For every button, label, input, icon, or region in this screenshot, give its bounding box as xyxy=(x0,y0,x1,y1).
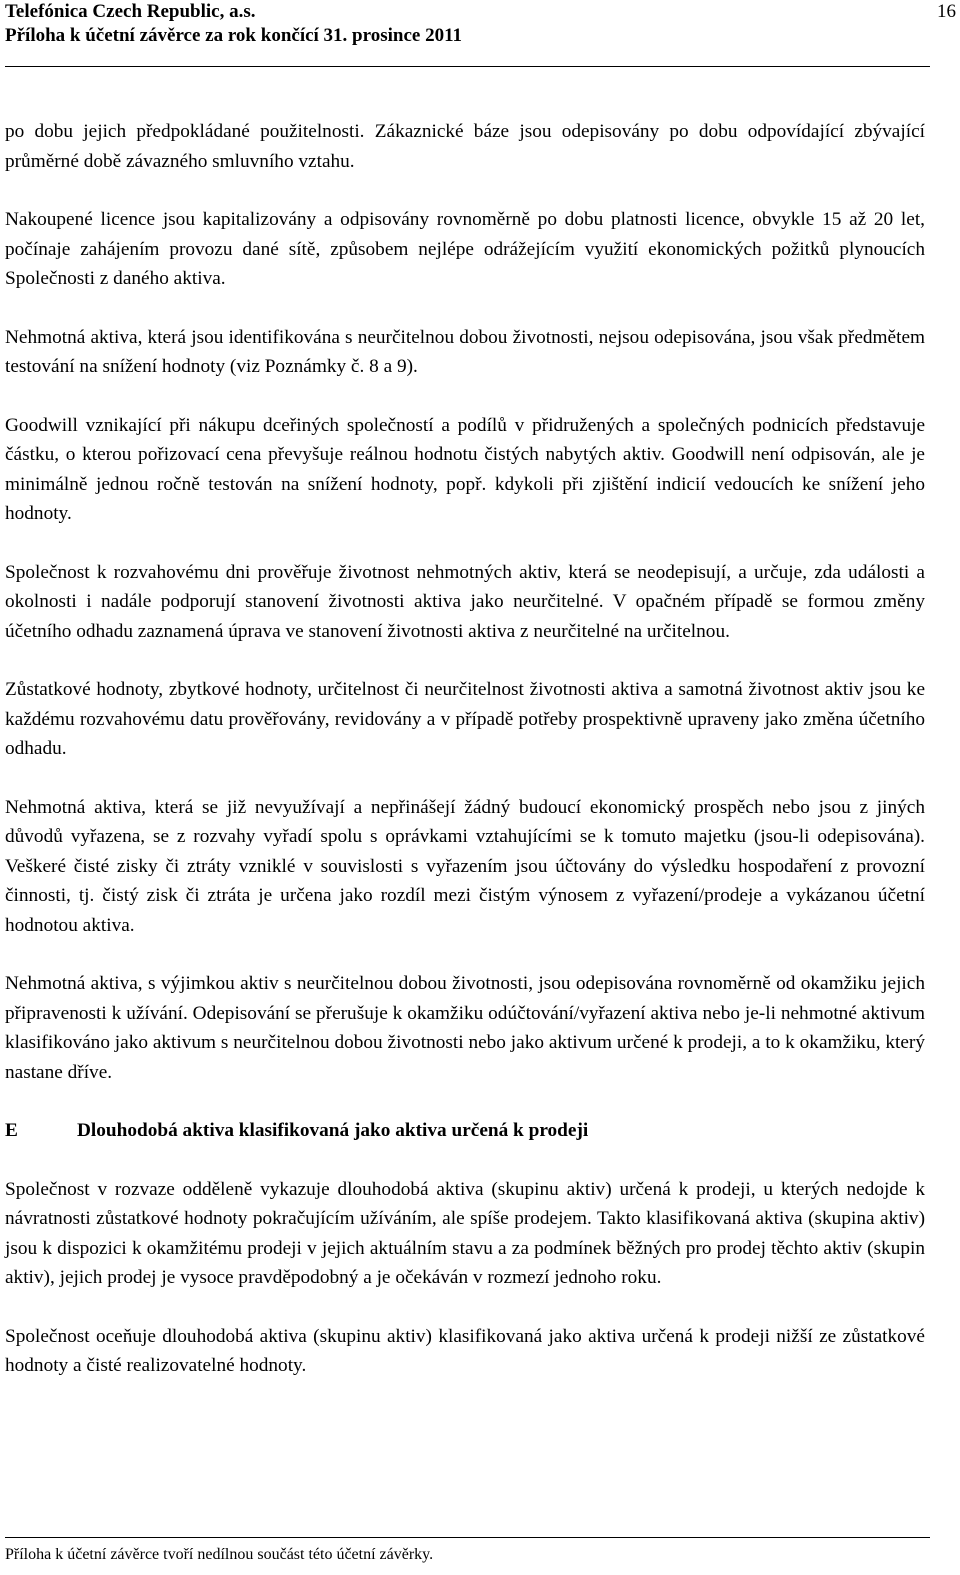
footer-text: Příloha k účetní závěrce tvoří nedílnou součást této účetní závěrky. xyxy=(5,1546,434,1563)
paragraph: Společnost oceňuje dlouhodobá aktiva (skupinu aktiv) klasifikovaná jako aktiva určená k prodeji nižší ze zůstatkové hodnoty a čisté realizovatelné hodnoty. xyxy=(5,1325,925,1376)
paragraph: Zůstatkové hodnoty, zbytkové hodnoty, určitelnost či neurčitelnost životnosti aktiva a samotná životnost aktiv jsou ke každému rozvahovému datu prověřovány, revidovány a v případě potřeby prospektivně upraveny jako změna účetního odhadu. xyxy=(5,679,925,759)
section-title: Dlouhodobá aktiva klasifikovaná jako aktiva určená k prodeji xyxy=(77,1120,589,1141)
page-number: 16 xyxy=(937,1,956,22)
paragraph: Goodwill vznikající při nákupu dceřiných společností a podílů v přidružených a společných podnicích představuje částku, o kterou pořizovací cena převyšuje reálnou hodnotu čistých nabytých aktiv. Goodwill není odpisován, ale je minimálně jednou ročně testován na snížení hodnoty, popř. kdykoli při zjištění indicií vedoucích ke snížení jeho hodnoty. xyxy=(5,414,925,524)
section-heading xyxy=(5,1116,925,1146)
company-name: Telefónica Czech Republic, a.s. xyxy=(5,1,256,22)
paragraph: Nakoupené licence jsou kapitalizovány a odpisovány rovnoměrně po dobu platnosti licence, obvykle 15 až 20 let, počínaje zahájením provozu dané sítě, způsobem nejlépe odrážejícím využití ekonomických požitků plynoucích Společnosti z daného aktiva. xyxy=(5,209,925,289)
paragraph: Nehmotná aktiva, která jsou identifikována s neurčitelnou dobou životnosti, nejsou odepisována, jsou však předmětem testování na snížení hodnoty (viz Poznámky č. 8 a 9). xyxy=(5,326,925,377)
document-subtitle: Příloha k účetní závěrce za rok končící 31. prosince 2011 xyxy=(5,25,463,46)
document-body xyxy=(5,117,925,1381)
paragraph: Společnost k rozvahovému dni prověřuje životnost nehmotných aktiv, která se neodepisují, a určuje, zda události a okolnosti i nadále podporují stanovení životnosti aktiva jako neurčitelné. V opačném případě se formou změny účetního odhadu zaznamená úprava ve stanovení životnosti aktiva z neurčitelné na určitelnou. xyxy=(5,561,925,642)
page-footer xyxy=(5,1537,930,1566)
paragraph: Společnost v rozvaze odděleně vykazuje dlouhodobá aktiva (skupinu aktiv) určená k prodeji, u kterých nedojde k návratnosti zůstatkové hodnoty pokračujícím užíváním, ale spíše prodejem. Takto klasifikovaná aktiva (skupina aktiv) jsou k dispozici k okamžitému prodeji v jejich aktuálním stavu a za podmínek běžných pro prodej těchto aktiv (skupin aktiv), jejich prodej je vysoce pravděpodobný a je očekáván v rozmezí jednoho roku. xyxy=(5,1178,925,1288)
paragraph: Nehmotná aktiva, s výjimkou aktiv s neurčitelnou dobou životnosti, jsou odepisována rovnoměrně od okamžiku jejich připravenosti k užívání. Odepisování se přerušuje k okamžiku odúčtování/vyřazení aktiva nebo je-li nehmotné aktivum klasifikováno jako aktivum s neurčitelnou dobou životnosti nebo jako aktivum určené k prodeji, a to k okamžiku, který nastane dříve. xyxy=(5,973,925,1083)
paragraph: Nehmotná aktiva, která se již nevyužívají a nepřinášejí žádný budoucí ekonomický prospěch nebo jsou z jiných důvodů vyřazena, se z rozvahy vyřadí spolu s oprávkami vztahujícími se k tomuto majetku (jsou-li odepisována). Veškeré čisté zisky či ztráty vzniklé v souvislosti s vyřazením jsou účtovány do výsledku hospodaření z provozní činnosti, tj. čistý zisk či ztráta je určena jako rozdíl mezi čistým výnosem z vyřazení/prodeje a vykázanou účetní hodnotou aktiva. xyxy=(5,796,925,936)
section-letter: E xyxy=(5,1120,18,1141)
paragraph: po dobu jejich předpokládané použitelnosti. Zákaznické báze jsou odepisovány po dobu odpovídající zbývající průměrné době závazného smluvního vztahu. xyxy=(5,121,925,172)
page-header xyxy=(5,0,956,67)
